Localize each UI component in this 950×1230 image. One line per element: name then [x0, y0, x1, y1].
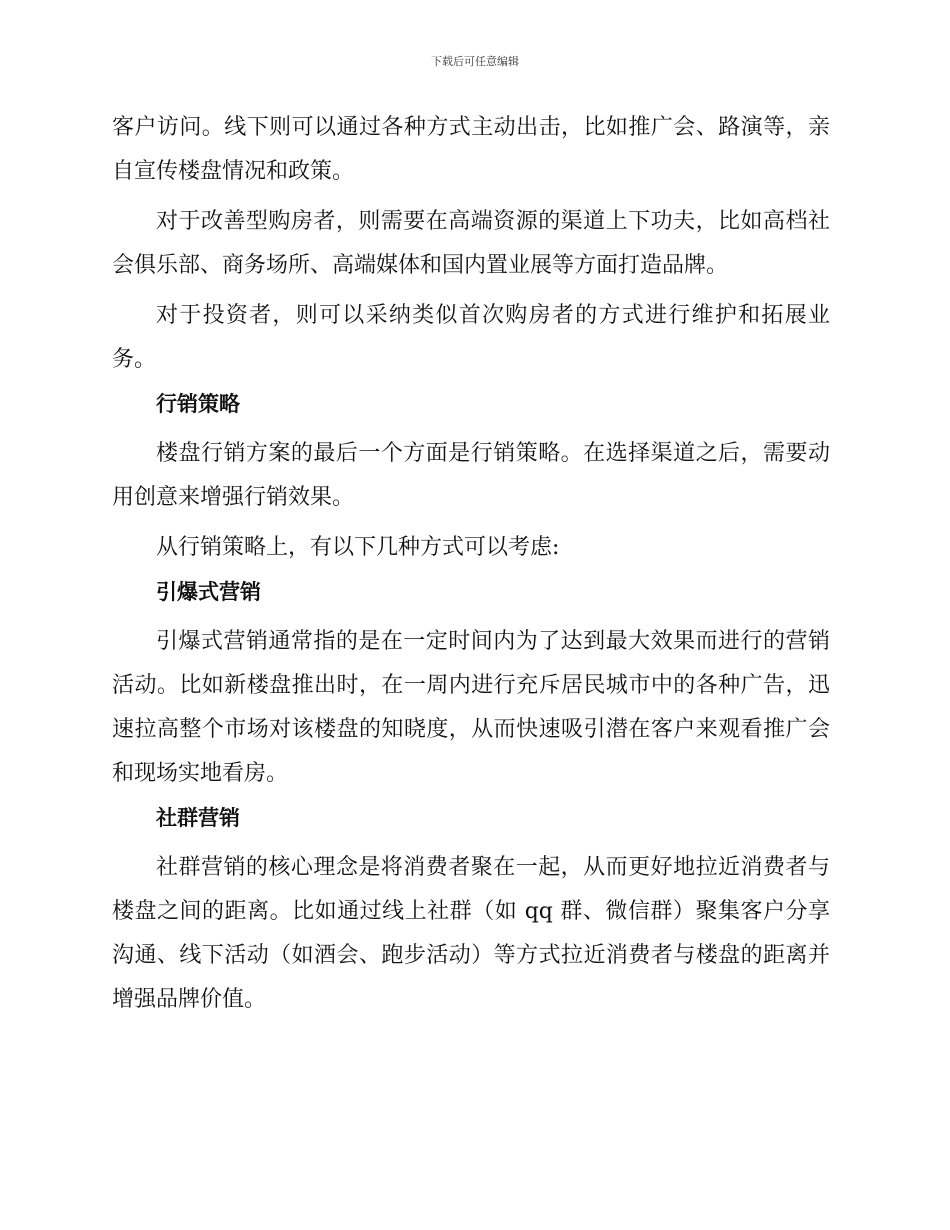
section-heading-explosive-marketing: 引爆式营销	[156, 580, 261, 604]
paragraph-strategy-intro: 楼盘行销方案的最后一个方面是行销策略。在选择渠道之后，需要动用创意来增强行销效果。	[112, 441, 830, 510]
document-body	[112, 106, 830, 1022]
section-heading-community-marketing: 社群营销	[156, 806, 240, 830]
page-header: 下载后可任意编辑	[431, 55, 519, 68]
section-heading-marketing-strategy: 行销策略	[156, 392, 240, 416]
paragraph-upgrade-buyers: 对于改善型购房者，则需要在高端资源的渠道上下功夫，比如高档社会俱乐部、商务场所、高端媒体和国内置业展等方面打造品牌。	[112, 209, 830, 278]
paragraph-community-marketing: 社群营销的核心理念是将消费者聚在一起，从而更好地拉近消费者与楼盘之间的距离。比如通过线上社群（如 qq 群、微信群）聚集客户分享沟通、线下活动（如酒会、跑步活动）等方式拉近消费者与楼盘的距离并增强品牌价值。	[112, 855, 830, 1012]
paragraph-investors: 对于投资者，则可以采纳类似首次购房者的方式进行维护和拓展业务。	[112, 303, 830, 372]
paragraph-strategy-options: 从行销策略上，有以下几种方式可以考虑:	[156, 535, 560, 560]
paragraph-explosive-marketing: 引爆式营销通常指的是在一定时间内为了达到最大效果而进行的营销活动。比如新楼盘推出时，在一周内进行充斥居民城市中的各种广告，迅速拉高整个市场对该楼盘的知晓度，从而快速吸引潜在客户来观看推广会和现场实地看房。	[112, 629, 830, 786]
paragraph-continued: 客户访问。线下则可以通过各种方式主动出击，比如推广会、路演等，亲自宣传楼盘情况和政策。	[112, 115, 830, 184]
